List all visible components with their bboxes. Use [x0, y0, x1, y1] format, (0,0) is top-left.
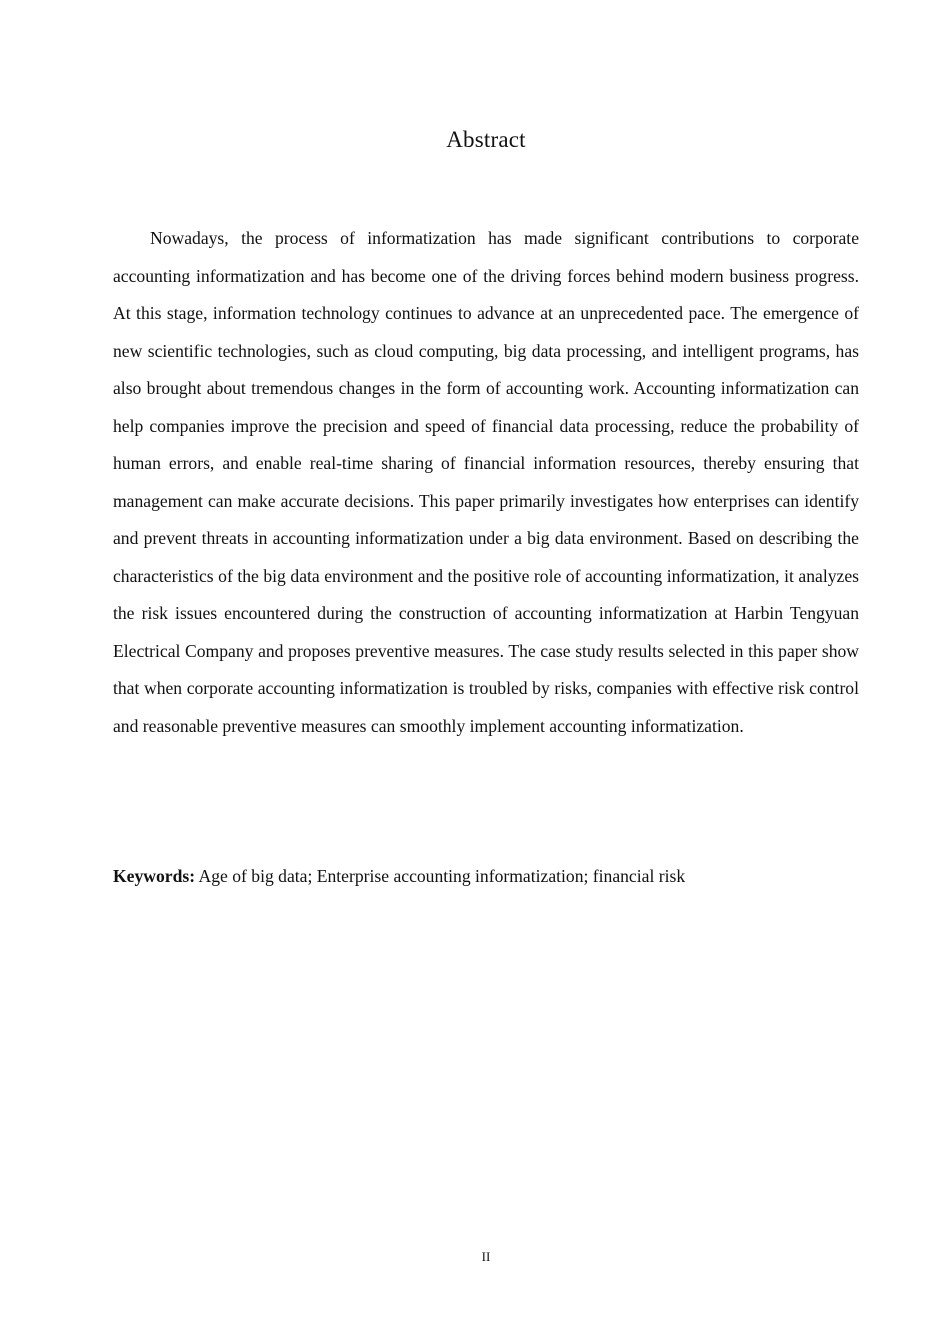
keywords-text: Age of big data; Enterprise accounting informatization; financial risk: [195, 866, 686, 886]
page-number: II: [481, 1249, 491, 1264]
keywords-line: [113, 860, 859, 892]
abstract-paragraph: Nowadays, the process of informatization has made significant contributions to corporate accounting informatization and has become one of the driving forces behind modern business progress. At this stage, information technology continues to advance at an unprecedented pace. The emergence of new scientific technologies, such as cloud computing, big data processing, and intelligent programs, has also brought about tremendous changes in the form of accounting work. Accounting informatization can help companies improve the precision and speed of financial data processing, reduce the probability of human errors, and enable real-time sharing of financial information resources, thereby ensuring that management can make accurate decisions. This paper primarily investigates how enterprises can identify and prevent threats in accounting informatization under a big data environment. Based on describing the characteristics of the big data environment and the positive role of accounting informatization, it analyzes the risk issues encountered during the construction of accounting informatization at Harbin Tengyuan Electrical Company and proposes preventive measures. The case study results selected in this paper show that when corporate accounting informatization is troubled by risks, companies with effective risk control and reasonable preventive measures can smoothly implement accounting informatization.: [113, 228, 859, 736]
keywords-label: Keywords:: [113, 866, 196, 886]
abstract-heading: Abstract: [446, 127, 526, 152]
